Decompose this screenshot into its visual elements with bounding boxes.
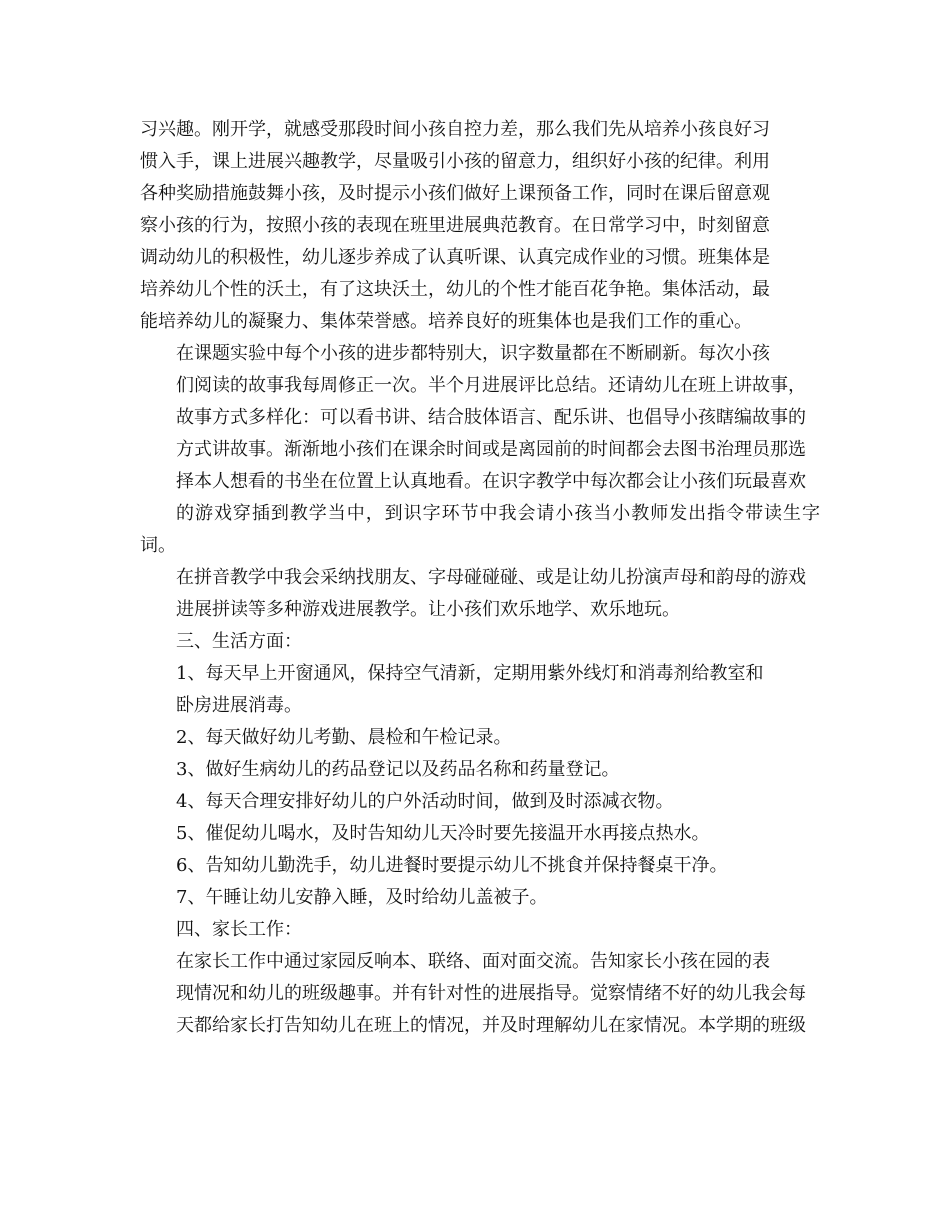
paragraph xyxy=(140,338,820,626)
text-line: 四、家长工作： xyxy=(176,919,302,940)
text-line: 6、告知幼儿勤洗手，幼儿进餐时要提示幼儿不挑食并保持餐桌干净。 xyxy=(176,855,728,876)
paragraph xyxy=(140,754,820,786)
paragraph xyxy=(140,658,820,722)
paragraph xyxy=(140,786,820,818)
text-line: 天都给家长打告知幼儿在班上的情况，并及时理解幼儿在家情况。本学期的班级 xyxy=(176,1015,806,1036)
text-line: 进展拼读等多种游戏进展教学。让小孩们欢乐地学、欢乐地玩。 xyxy=(176,599,680,620)
text-line: 惯入手，课上进展兴趣教学，尽量吸引小孩的留意力，组织好小孩的纪律。利用 xyxy=(140,151,770,172)
paragraph xyxy=(140,850,820,882)
paragraph xyxy=(140,914,820,946)
paragraph xyxy=(140,818,820,850)
text-line: 们阅读的故事我每周修正一次。半个月进展评比总结。还请幼儿在班上讲故事， xyxy=(176,375,806,396)
text-line: 择本人想看的书坐在位置上认真地看。在识字教学中每次都会让小孩们玩最喜欢 xyxy=(176,471,806,492)
text-line: 5、催促幼儿喝水，及时告知幼儿天冷时要先接温开水再接点热水。 xyxy=(176,823,710,844)
text-line: 在拼音教学中我会采纳找朋友、字母碰碰碰、或是让幼儿扮演声母和韵母的游戏 xyxy=(176,567,806,588)
text-line: 各种奖励措施鼓舞小孩，及时提示小孩们做好上课预备工作，同时在课后留意观 xyxy=(140,183,770,204)
text-line: 1、每天早上开窗通风，保持空气清新，定期用紫外线灯和消毒剂给教室和 xyxy=(176,663,764,684)
text-line: 能培养幼儿的凝聚力、集体荣誉感。培养良好的班集体也是我们工作的重心。 xyxy=(140,311,752,332)
document-body xyxy=(140,114,820,1042)
paragraph xyxy=(140,114,820,338)
text-line: 的游戏穿插到教学当中，到识字环节中我会请小孩当小教师发出指令带读生字词。 xyxy=(140,503,820,556)
paragraph xyxy=(140,722,820,754)
text-line: 2、每天做好幼儿考勤、晨检和午检记录。 xyxy=(176,727,512,748)
paragraph xyxy=(140,946,820,1042)
text-line: 在家长工作中通过家园反响本、联络、面对面交流。告知家长小孩在园的表 xyxy=(176,951,770,972)
text-line: 在课题实验中每个小孩的进步都特别大，识字数量都在不断刷新。每次小孩 xyxy=(176,343,770,364)
paragraph xyxy=(140,626,820,658)
text-line: 习兴趣。刚开学，就感受那段时间小孩自控力差，那么我们先从培养小孩良好习 xyxy=(140,119,770,140)
text-line: 故事方式多样化：可以看书讲、结合肢体语言、配乐讲、也倡导小孩瞎编故事的 xyxy=(176,407,806,428)
text-line: 7、午睡让幼儿安静入睡，及时给幼儿盖被子。 xyxy=(176,887,548,908)
text-line: 4、每天合理安排好幼儿的户外活动时间，做到及时添减衣物。 xyxy=(176,791,674,812)
text-line: 卧房进展消毒。 xyxy=(176,695,302,716)
text-line: 察小孩的行为，按照小孩的表现在班里进展典范教育。在日常学习中，时刻留意 xyxy=(140,215,770,236)
text-line: 方式讲故事。渐渐地小孩们在课余时间或是离园前的时间都会去图书治理员那选 xyxy=(176,439,806,460)
text-line: 调动幼儿的积极性，幼儿逐步养成了认真听课、认真完成作业的习惯。班集体是 xyxy=(140,247,770,268)
text-line: 三、生活方面： xyxy=(176,631,302,652)
text-line: 3、做好生病幼儿的药品登记以及药品名称和药量登记。 xyxy=(176,759,620,780)
text-line: 现情况和幼儿的班级趣事。并有针对性的进展指导。觉察情绪不好的幼儿我会每 xyxy=(176,983,806,1004)
paragraph xyxy=(140,882,820,914)
text-line: 培养幼儿个性的沃土，有了这块沃土，幼儿的个性才能百花争艳。集体活动，最 xyxy=(140,279,770,300)
